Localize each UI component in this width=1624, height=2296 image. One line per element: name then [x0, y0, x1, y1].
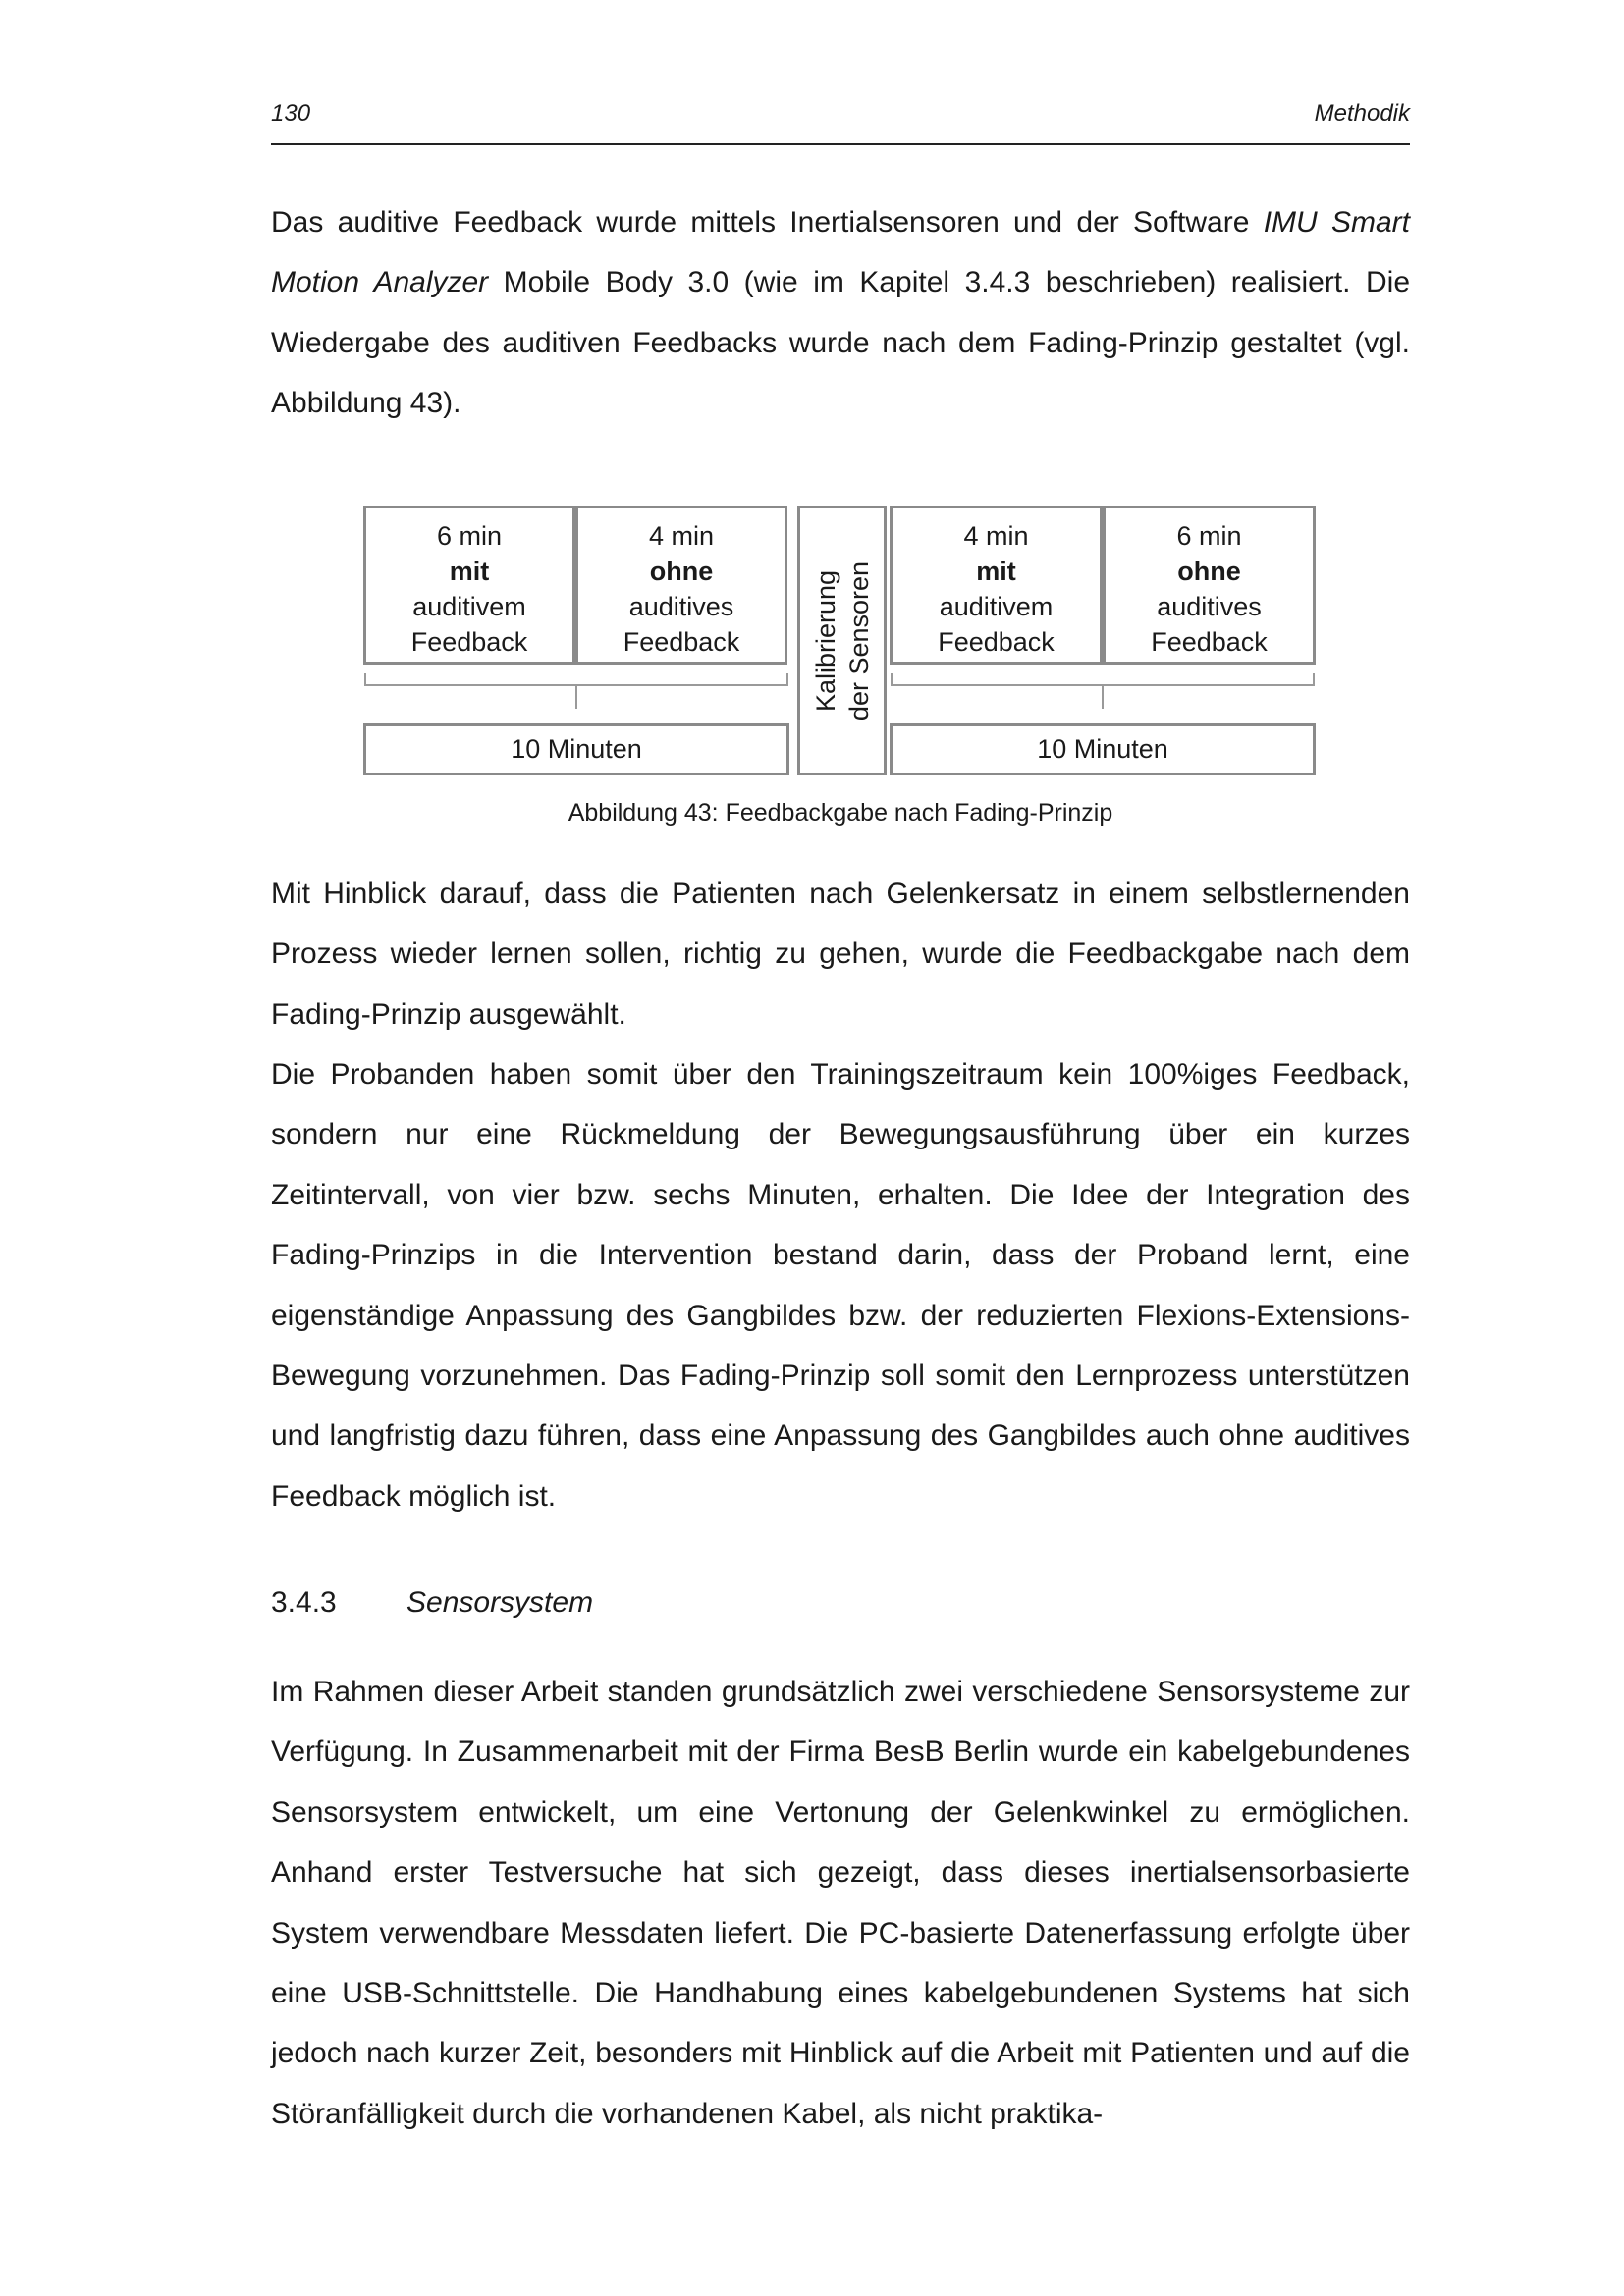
intro-text-1: Das auditive Feedback wurde mittels Inertialsensoren und der Software	[271, 206, 1264, 239]
phase-text: auditives	[628, 592, 734, 621]
phase-mode: mit	[449, 557, 490, 586]
intro-text-2: Mobile Body 3.0 (wie im Kapitel 3.4.3 beschrieben) realisiert. Die Wiedergabe des auditiven Feedbacks wurde nach dem Fading-Prinzip gestaltet (vgl. Abbildung 43).	[271, 266, 1411, 420]
phase-box-2	[575, 506, 787, 665]
figure-caption: Abbildung 43: Feedbackgabe nach Fading-Prinzip	[568, 799, 1113, 827]
brace-right	[890, 667, 1316, 728]
phase-text: Feedback	[938, 627, 1055, 657]
phase-text: Feedback	[623, 627, 740, 657]
phase-duration: 6 min	[1176, 521, 1242, 551]
software-name: IMU Smart Motion Analyzer	[271, 206, 1410, 299]
intro-paragraph	[271, 192, 1410, 434]
total-duration-left: 10 Minuten	[363, 723, 789, 775]
phase-text: Feedback	[1151, 627, 1268, 657]
paragraph-1: Mit Hinblick darauf, dass die Patienten nach Gelenkersatz in einem selbstlernenden Prozess wieder lernen sollen, richtig zu gehen, wurde die Feedbackgabe nach dem Fading-Prinzip ausgewählt.	[271, 878, 1410, 1031]
phase-mode: ohne	[1177, 557, 1241, 586]
phase-text: auditivem	[412, 592, 526, 621]
phase-duration: 4 min	[648, 521, 715, 551]
phase-box-4	[1103, 506, 1316, 665]
running-section-title: Methodik	[1314, 100, 1410, 127]
phase-text: auditives	[1157, 592, 1262, 621]
phase-duration: 4 min	[963, 521, 1029, 551]
paragraph-3: Im Rahmen dieser Arbeit standen grundsätzlich zwei verschiedene Sensorsysteme zur Verfügung. In Zusammenarbeit mit der Firma BesB Berlin wurde ein kabelgebundenes Sensorsystem entwickelt, um eine Vertonung der Gelenkwinkel zu ermöglichen. Anhand erster Testversuche hat sich gezeigt, dass dieses inertialsensorbasierte System verwendbare Messdaten liefert. Die PC-basierte Datenerfassung erfolgte über eine USB-Schnittstelle. Die Handhabung eines kabelgebundenen Systems hat sich jedoch nach kurzer Zeit, besonders mit Hinblick auf die Arbeit mit Patienten und auf die Störanfälligkeit durch die vorhandenen Kabel, als nicht praktika-	[271, 1676, 1410, 2130]
phase-text: auditivem	[939, 592, 1054, 621]
phase-box-1	[363, 506, 575, 665]
section-number: 3.4.3	[271, 1586, 337, 1619]
section-title: Sensorsystem	[406, 1586, 594, 1619]
brace-left	[363, 667, 789, 728]
fading-principle-figure	[363, 506, 1316, 775]
calibration-line-1: Kalibrierung	[810, 569, 840, 712]
paragraph-2: Die Probanden haben somit über den Trainingszeitraum kein 100%iges Feedback, sondern nur eine Rückmeldung der Bewegungsausführung über ein kurzes Zeitintervall, von vier bzw. sechs Minuten, erhalten. Die Idee der Integration des Fading-Prinzips in die Intervention bestand darin, dass der Proband lernt, eine eigenständige Anpassung des Gangbildes bzw. der reduzierten Flexions-Extensions-Bewegung vorzunehmen. Das Fading-Prinzip soll somit den Lernprozess unterstützen und langfristig dazu führen, dass eine Anpassung des Gangbildes auch ohne auditives Feedback möglich ist.	[271, 1058, 1410, 1513]
running-header	[271, 96, 1410, 145]
calibration-box	[797, 506, 887, 775]
page-number: 130	[271, 100, 311, 127]
phase-duration: 6 min	[436, 521, 503, 551]
phase-mode: mit	[976, 557, 1016, 586]
calibration-line-2: der Sensoren	[843, 561, 874, 721]
total-duration-right: 10 Minuten	[890, 723, 1316, 775]
phase-box-3	[890, 506, 1103, 665]
phase-text: Feedback	[410, 627, 528, 657]
phase-mode: ohne	[649, 557, 714, 586]
